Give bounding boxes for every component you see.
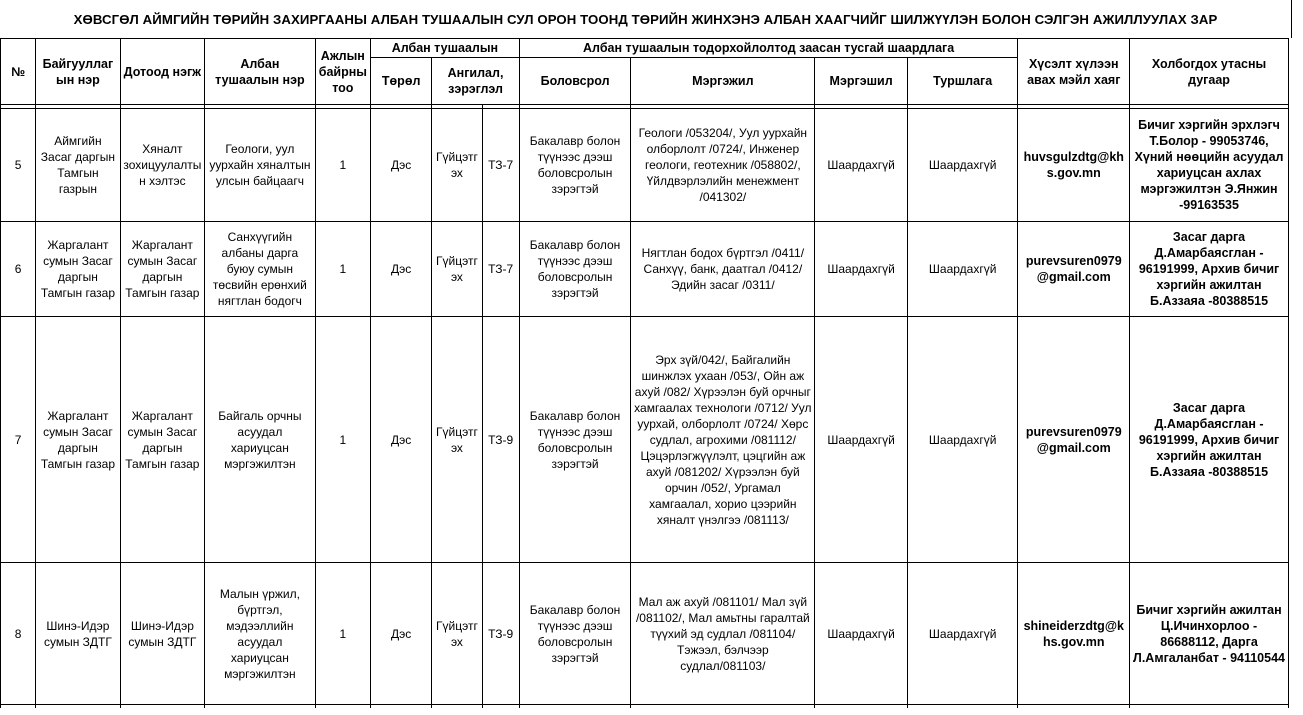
cell-profession: Эрх зүй/042/, Байгалийн шинжлэх ухаан /053/, Ойн аж ахуй /082/ Хүрээлэн буй орчныг хамгаалах технологи /0712/ Уул уурхай, олборлолт /0724/ Хөрс судлал, агрохими /081112/ Цэцэрлэгжүүлэлт, цэцгийн аж ахуй /081202/ Хүрээлэн буй орчин /052/, Ургамал хамгаалал, хорио цээрийн хяналт үнэлгээ /081113/ <box>631 317 815 563</box>
cell-experience: Шаардахгүй <box>907 563 1018 705</box>
cell-count: 1 <box>315 109 370 222</box>
cell-email: huvsgulzdtg@khs.gov.mn <box>1018 109 1130 222</box>
vacancy-table <box>0 38 1289 708</box>
header-unit: Дотоод нэгж <box>120 39 204 105</box>
cell-no: 7 <box>1 317 36 563</box>
table-row <box>1 563 1289 705</box>
cell-education: Бакалавр болон түүнээс дээш боловсролын зэрэгтэй <box>519 317 631 563</box>
header-education: Боловсрол <box>519 58 631 105</box>
cell-phone: Засаг дарга Д.Амарбаясглан - 96191999, Архив бичиг хэргийн ажилтан Б.Аззаяа -80388515 <box>1130 317 1289 563</box>
cell-position: Санхүүгийн албаны дарга буюу сумын төсвийн ерөнхий нягтлан бодогч <box>205 222 316 317</box>
cell-no: 8 <box>1 563 36 705</box>
cell-grade: ТЗ-9 <box>482 317 519 563</box>
header-position: Албан тушаалын нэр <box>205 39 316 105</box>
cell-skill: Шаардахгүй <box>815 222 908 317</box>
cell-experience: Шаардахгүй <box>907 317 1018 563</box>
cell-count: 1 <box>315 563 370 705</box>
cell-phone: Засаг дарга Д.Амарбаясглан - 96191999, Архив бичиг хэргийн ажилтан Б.Аззаяа -80388515 <box>1130 222 1289 317</box>
header-org: Байгууллагын нэр <box>36 39 120 105</box>
header-no: № <box>1 39 36 105</box>
header-phone: Холбогдох утасны дугаар <box>1130 39 1289 105</box>
cell-org: Шинэ-Идэр сумын ЗДТГ <box>36 563 120 705</box>
cell-skill: Шаардахгүй <box>815 317 908 563</box>
header-profession: Мэргэжил <box>631 58 815 105</box>
cell-unit: Жаргалант сумын Засаг даргын Тамгын газар <box>120 317 204 563</box>
cell-position: Байгаль орчны асуудал хариуцсан мэргэжилтэн <box>205 317 316 563</box>
cell-education: Бакалавр болон түүнээс дээш боловсролын зэрэгтэй <box>519 222 631 317</box>
cell-type: Дэс <box>370 317 431 563</box>
cell-email: purevsuren0979@gmail.com <box>1018 317 1130 563</box>
page-title: ХӨВСГӨЛ АЙМГИЙН ТӨРИЙН ЗАХИРГААНЫ АЛБАН ТУШААЛЫН СУЛ ОРОН ТООНД ТӨРИЙН ЖИНХЭНЭ АЛБАН ХААГЧИЙГ ШИЛЖҮҮЛЭН БОЛОН СЭЛГЭН АЖИЛЛУУЛАХ ЗАР <box>0 0 1292 38</box>
header-type: Төрөл <box>370 58 431 105</box>
cell-type: Дэс <box>370 109 431 222</box>
cell-rank: Гүйцэтгэх <box>432 317 482 563</box>
cell-education: Бакалавр болон түүнээс дээш боловсролын зэрэгтэй <box>519 109 631 222</box>
cell-position: Геологи, уул уурхайн хяналтын улсын байцаагч <box>205 109 316 222</box>
cell-position: Малын үржил, бүртгэл, мэдээллийн асуудал хариуцсан мэргэжилтэн <box>205 563 316 705</box>
cell-skill: Шаардахгүй <box>815 563 908 705</box>
cell-grade: ТЗ-9 <box>482 563 519 705</box>
cell-grade: ТЗ-7 <box>482 109 519 222</box>
cell-email: purevsuren0979@gmail.com <box>1018 222 1130 317</box>
cell-no: 5 <box>1 109 36 222</box>
cell-org: Жаргалант сумын Засаг даргын Тамгын газар <box>36 222 120 317</box>
cell-no: 6 <box>1 222 36 317</box>
spacer-row <box>1 705 1289 709</box>
cell-grade: ТЗ-7 <box>482 222 519 317</box>
table-row <box>1 222 1289 317</box>
cell-type: Дэс <box>370 222 431 317</box>
header-position-group: Албан тушаалын <box>370 39 519 58</box>
header-requirements-group: Албан тушаалын тодорхойлолтод заасан тусгай шаардлага <box>519 39 1018 58</box>
cell-org: Аймгийн Засаг даргын Тамгын газрын <box>36 109 120 222</box>
cell-email: shineiderzdtg@khs.gov.mn <box>1018 563 1130 705</box>
cell-phone: Бичиг хэргийн ажилтан Ц.Ичинхорлоо - 86688112, Дарга Л.Амгаланбат - 94110544 <box>1130 563 1289 705</box>
cell-rank: Гүйцэтгэх <box>432 109 482 222</box>
header-skill: Мэргэшил <box>815 58 908 105</box>
header-rank: Ангилал, зэрэглэл <box>432 58 519 105</box>
cell-education: Бакалавр болон түүнээс дээш боловсролын зэрэгтэй <box>519 563 631 705</box>
header-email: Хүсэлт хүлээн авах мэйл хаяг <box>1018 39 1130 105</box>
cell-rank: Гүйцэтгэх <box>432 563 482 705</box>
cell-unit: Хяналт зохицуулалтын хэлтэс <box>120 109 204 222</box>
header-experience: Туршлага <box>907 58 1018 105</box>
table-row <box>1 317 1289 563</box>
cell-type: Дэс <box>370 563 431 705</box>
cell-phone: Бичиг хэргийн эрхлэгч Т.Болор - 99053746, Хүний нөөцийн асуудал хариуцсан ахлах мэргэжилтэн Э.Янжин -99163535 <box>1130 109 1289 222</box>
cell-experience: Шаардахгүй <box>907 222 1018 317</box>
cell-org: Жаргалант сумын Засаг даргын Тамгын газар <box>36 317 120 563</box>
cell-unit: Шинэ-Идэр сумын ЗДТГ <box>120 563 204 705</box>
cell-rank: Гүйцэтгэх <box>432 222 482 317</box>
cell-experience: Шаардахгүй <box>907 109 1018 222</box>
cell-profession: Мал аж ахуй /081101/ Мал зүй /081102/, Мал амьтны гаралтай түүхий эд судлал /081104/ Тэжээл, бэлчээр судлал/081103/ <box>631 563 815 705</box>
cell-skill: Шаардахгүй <box>815 109 908 222</box>
cell-profession: Нягтлан бодох бүртгэл /0411/ Санхүү, банк, даатгал /0412/ Эдийн засаг /0311/ <box>631 222 815 317</box>
cell-count: 1 <box>315 222 370 317</box>
cell-unit: Жаргалант сумын Засаг даргын Тамгын газар <box>120 222 204 317</box>
cell-count: 1 <box>315 317 370 563</box>
cell-profession: Геологи /053204/, Уул уурхайн олборлолт /0724/, Инженер геологи, геотехник /058802/, Үйлдвэрлэлийн менежмент /041302/ <box>631 109 815 222</box>
table-row <box>1 109 1289 222</box>
header-count: Ажлын байрны тоо <box>315 39 370 105</box>
